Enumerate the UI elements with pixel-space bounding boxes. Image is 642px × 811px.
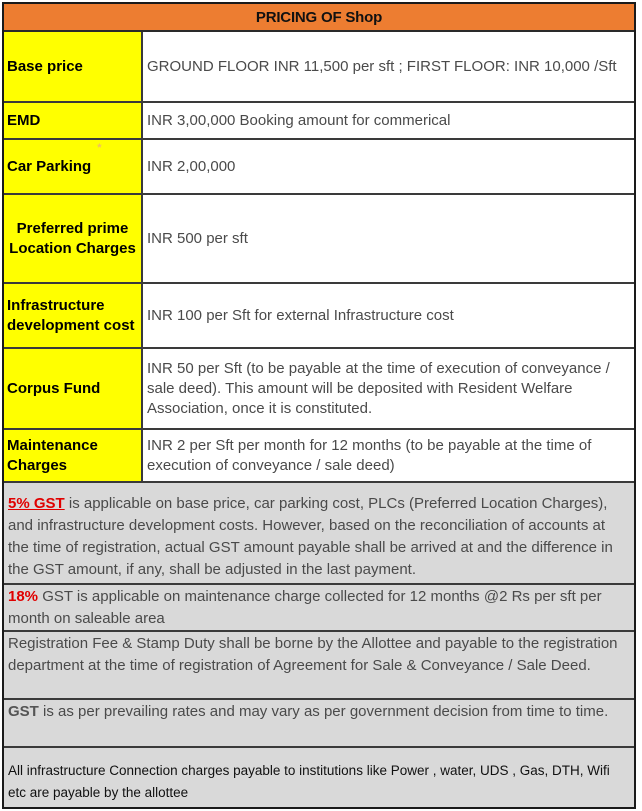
row-label: Infrastructure development cost <box>4 284 143 347</box>
note-text: is as per prevailing rates and may vary as per government decision from time to time. <box>38 703 609 720</box>
note-gst-18 <box>4 585 634 632</box>
table-row-car-parking <box>4 140 634 195</box>
table-row-plc <box>4 195 634 284</box>
row-label: EMD <box>4 103 143 138</box>
note-highlight: 18% <box>8 588 39 605</box>
row-value: INR 2 per Sft per month for 12 months (to be payable at the time of execution of conveyance / sale deed) <box>143 430 634 481</box>
row-label <box>4 140 143 193</box>
row-label: Preferred prime Location Charges <box>4 195 143 282</box>
row-value: INR 500 per sft <box>143 195 634 282</box>
table-row-maintenance <box>4 430 634 483</box>
table-row-emd <box>4 103 634 140</box>
note-text: All infrastructure Connection charges payable to institutions like Power , water, UDS , Gas, DTH, Wifi etc are payable by the allottee <box>8 763 610 800</box>
note-text: GST is applicable on maintenance charge collected for 12 months @2 Rs per sft per month on saleable area <box>8 588 602 627</box>
pricing-table <box>2 2 636 809</box>
table-row-base-price <box>4 32 634 103</box>
row-label-text: Car Parking <box>7 157 92 175</box>
table-row-infrastructure <box>4 284 634 349</box>
note-highlight: GST <box>8 703 39 720</box>
row-label: Maintenance Charges <box>4 430 143 481</box>
note-gst-5 <box>4 483 634 585</box>
row-label: Base price <box>4 32 143 101</box>
row-value: INR 2,00,000 <box>143 140 634 193</box>
row-value: INR 3,00,000 Booking amount for commerical <box>143 103 634 138</box>
note-registration <box>4 632 634 700</box>
table-title: PRICING OF Shop <box>4 4 634 32</box>
row-value: GROUND FLOOR INR 11,500 per sft ; FIRST FLOOR: INR 10,000 /Sft <box>143 32 634 101</box>
row-value: INR 50 per Sft (to be payable at the time of execution of conveyance / sale deed). This amount will be deposited with Resident Welfare Association, once it is constituted. <box>143 349 634 428</box>
note-gst-rates <box>4 700 634 748</box>
note-connection-charges <box>4 748 634 807</box>
note-text: is applicable on base price, car parking cost, PLCs (Preferred Location Charges), and infrastructure development costs. However, based on the reconciliation of accounts at the time of registration, actual GST amount payable shall be arrived at and the difference in the GST amount, if any, shall be adjusted in the last payment. <box>8 495 613 578</box>
note-highlight: 5% GST <box>8 495 65 512</box>
note-text: Registration Fee & Stamp Duty shall be borne by the Allottee and payable to the registration department at the time of registration of Agreement for Sale & Conveyance / Sale Deed. <box>8 635 618 674</box>
table-row-corpus-fund <box>4 349 634 430</box>
row-label: Corpus Fund <box>4 349 143 428</box>
asterisk-mark: * <box>97 142 102 154</box>
row-value: INR 100 per Sft for external Infrastructure cost <box>143 284 634 347</box>
